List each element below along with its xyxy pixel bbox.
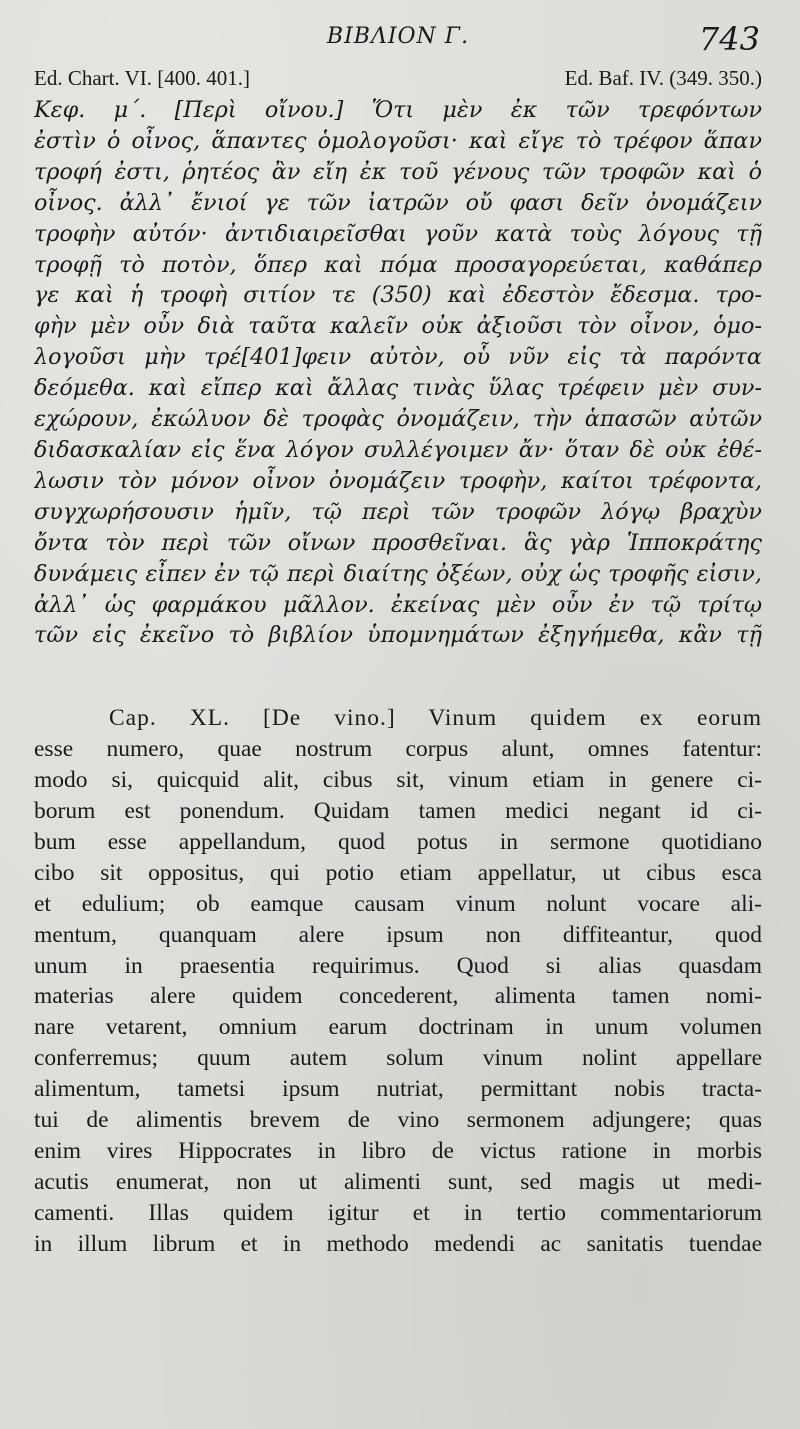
greek-line: εχώρουν, ἐκώλυον δὲ τροφὰς ὀνομάζειν, τὴν ἁπασῶν αὐτῶν <box>34 406 762 433</box>
latin-line: enim vires Hippocrates in libro de victus ratione in morbis <box>34 1138 762 1164</box>
latin-line: unum in praesentia requirimus. Quod si alias quasdam <box>34 952 762 979</box>
latin-line: esse numero, quae nostrum corpus alunt, omnes fatentur: <box>34 736 762 763</box>
running-head <box>34 18 762 62</box>
running-title: BIBΛΙΟΝ Γ. <box>326 24 470 49</box>
latin-line: camenti. Illas quidem igitur et in tertio commentariorum <box>34 1199 762 1226</box>
edition-left: Ed. Chart. VI. [400. 401.] <box>34 66 250 90</box>
page-number: 743 <box>698 20 760 58</box>
greek-line: τροφή ἐστι, ῥητέος ἂν εἴη ἐκ τοῦ γένους τῶν τροφῶν καὶ ὁ <box>34 158 762 185</box>
latin-line: alimentum, tametsi ipsum nutriat, permittant nobis tracta- <box>34 1076 762 1103</box>
greek-line: τροφῇ τὸ ποτὸν, ὅπερ καὶ πόμα προσαγορεύεται, καθάπερ <box>34 251 762 278</box>
edition-right: Ed. Baf. IV. (349. 350.) <box>564 66 762 90</box>
greek-line: ἀλλ᾽ ὡς φαρμάκου μᾶλλον. ἐκείνας μὲν οὖν ἐν τῷ τρίτῳ <box>34 591 762 618</box>
greek-line: λωσιν τὸν μόνον οἶνον ὀνομάζειν τροφὴν, καίτοι τρέφοντα, <box>34 467 762 494</box>
latin-line: et edulium; ob eamque causam vinum nolunt vocare ali- <box>34 890 762 917</box>
greek-line: ὄντα τὸν περὶ τῶν οἴνων προσθεῖναι. ἃς γὰρ Ἱπποκράτης <box>34 529 762 556</box>
latin-line: borum est ponendum. Quidam tamen medici negant id ci- <box>34 798 762 825</box>
latin-line: mentum, quanquam alere ipsum non diffiteantur, quod <box>34 921 762 948</box>
greek-line: γε καὶ ἡ τροφὴ σιτίον τε (350) καὶ ἐδεστὸν ἔδεσμα. τρο- <box>34 282 762 309</box>
greek-line: λογοῦσι μὴν τρέ[401]φειν αὐτὸν, οὗ νῦν εἰς τὰ παρόντα <box>34 344 762 371</box>
greek-line: φὴν μὲν οὖν διὰ ταῦτα καλεῖν οὐκ ἀξιοῦσι τὸν οἶνον, ὁμο- <box>34 313 762 340</box>
latin-line: cibo sit oppositus, qui potio etiam appellatur, ut cibus esca <box>34 859 762 886</box>
greek-line: οἶνος. ἀλλ᾽ ἔνιοί γε τῶν ἰατρῶν οὔ φασι δεῖν ὀνομάζειν <box>34 189 762 216</box>
greek-line: ἐστὶν ὁ οἶνος, ἅπαντες ὁμολογοῦσι· καὶ εἴγε τὸ τρέφον ἅπαν <box>34 127 762 154</box>
latin-line: nare vetarent, omnium earum doctrinam in unum volumen <box>34 1014 762 1041</box>
latin-line: materias alere quidem concederent, alimenta tamen nomi- <box>34 983 762 1010</box>
latin-line: in illum librum et in methodo medendi ac sanitatis tuendae <box>34 1230 762 1257</box>
greek-text-block <box>34 95 762 651</box>
greek-line: συγχωρήσουσιν ἡμῖν, τῷ περὶ τῶν τροφῶν λόγῳ βραχὺν <box>34 498 762 525</box>
greek-line: τροφὴν αὐτόν· ἀντιδιαιρεῖσθαι γοῦν κατὰ τοὺς λόγους τῇ <box>34 220 762 247</box>
latin-line: tui de alimentis brevem de vino sermonem adjungere; quas <box>34 1107 762 1134</box>
latin-text-block <box>34 703 762 1259</box>
latin-line: Cap. XL. [De vino.] Vinum quidem ex eorum <box>109 705 762 732</box>
latin-line: acutis enumerat, non ut alimenti sunt, sed magis ut medi- <box>34 1168 762 1195</box>
latin-line: conferremus; quum autem solum vinum nolint appellare <box>34 1045 762 1072</box>
greek-line: Κεφ. μ΄. [Περὶ οἴνου.] Ὅτι μὲν ἐκ τῶν τρεφόντων <box>34 97 762 123</box>
latin-line: bum esse appellandum, quod potus in sermone quotidiano <box>34 828 762 855</box>
greek-line: τῶν εἰς ἐκεῖνο τὸ βιβλίον ὑπομνημάτων ἐξηγήμεθα, κἂν τῇ <box>34 622 762 649</box>
edition-line <box>34 66 762 91</box>
latin-line: modo si, quicquid alit, cibus sit, vinum etiam in genere ci- <box>34 767 762 794</box>
greek-line: δεόμεθα. καὶ εἴπερ καὶ ἄλλας τινὰς ὕλας τρέφειν μὲν συν- <box>34 375 762 402</box>
greek-line: δυνάμεις εἶπεν ἐν τῷ περὶ διαίτης ὀξέων, οὐχ ὡς τροφῆς εἰσιν, <box>34 560 762 587</box>
greek-line: διδασκαλίαν εἰς ἕνα λόγον συλλέγοιμεν ἄν· ὅταν δὲ οὐκ ἐθέ- <box>34 436 762 463</box>
section-gap <box>34 651 762 703</box>
